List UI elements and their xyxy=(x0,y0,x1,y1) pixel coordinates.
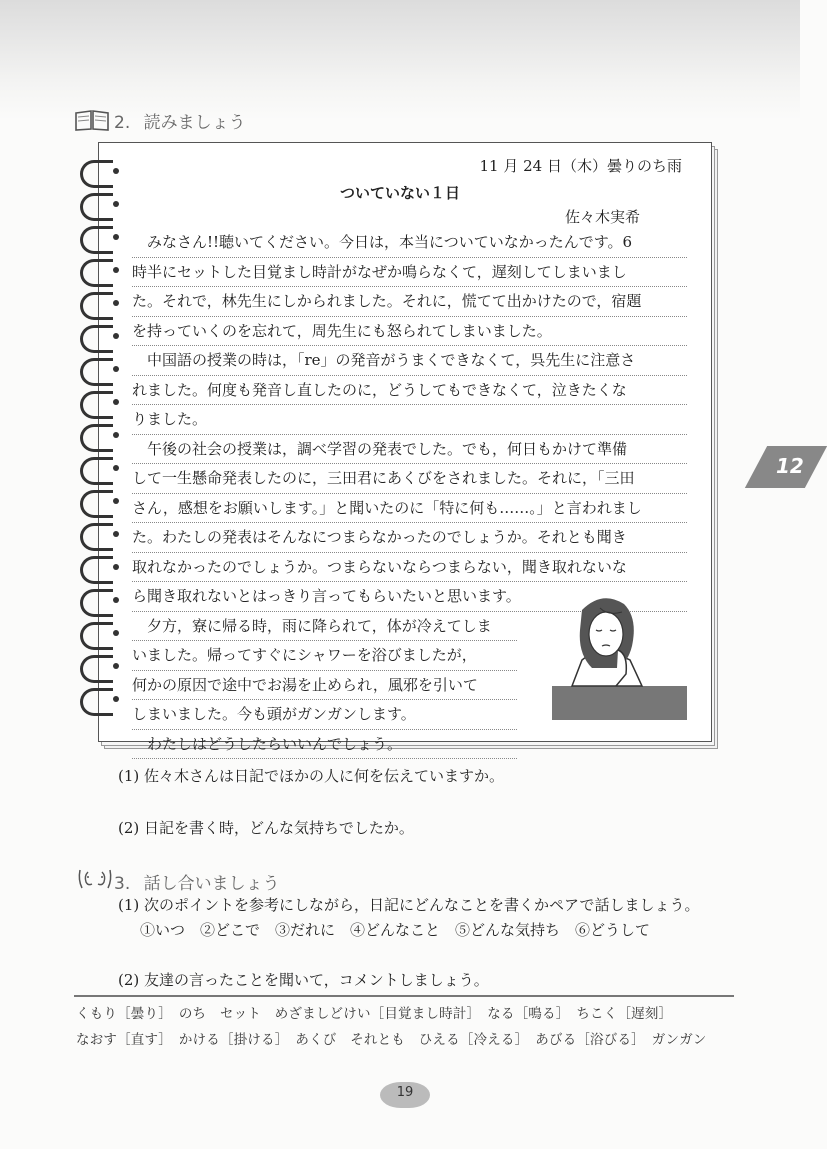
spiral-ring xyxy=(80,457,113,485)
spiral-ring xyxy=(80,424,113,452)
spiral-ring xyxy=(80,688,113,716)
question-1: (1) 佐々木さんは日記でほかの人に何を伝えていますか。 xyxy=(118,767,505,785)
diary-line: して一生懸命発表したのに，三田君にあくびをされました。それに，「三田 xyxy=(132,464,687,494)
page-top-shade xyxy=(0,0,800,120)
page-number: 19 xyxy=(396,1085,414,1100)
diary-line: た。それで，林先生にしかられました。それに，慌てて出かけたので，宿題 xyxy=(132,287,687,317)
diary-author: 佐々木実希 xyxy=(565,208,641,226)
diary-line: いました。帰ってすぐにシャワーを浴びましたが， xyxy=(132,641,517,671)
vocabulary-line: くもり［曇り］ のち セット めざましどけい［目覚まし時計］ なる［鳴る］ ちこく［遅刻］ xyxy=(76,1006,673,1022)
spiral-ring xyxy=(80,490,113,518)
spiral-ring xyxy=(80,259,113,287)
section-2-title: 読みましょう xyxy=(143,113,246,133)
spiral-ring xyxy=(80,193,113,221)
sad-girl-illustration xyxy=(552,590,687,720)
discussion-points: ①いつ ②どこで ③だれに ④どんなこと ⑤どんな気持ち ⑥どうして xyxy=(140,921,651,939)
section-3-number: 3. xyxy=(114,874,131,894)
diary-line: 夕方，寮に帰る時，雨に降られて，体が冷えてしま xyxy=(132,612,517,642)
diary-line: 中国語の授業の時は，「re」の発音がうまくできなくて，呉先生に注意さ xyxy=(132,346,687,376)
diary-line: 何かの原因で途中でお湯を止められ，風邪を引いて xyxy=(132,671,517,701)
section-2-heading xyxy=(114,108,246,133)
spiral-ring xyxy=(80,556,113,584)
vocabulary-divider xyxy=(74,995,734,997)
spiral-ring xyxy=(80,655,113,683)
diary-line: りました。 xyxy=(132,405,687,435)
diary-line: れました。何度も発音し直したのに，どうしてもできなくて，泣きたくな xyxy=(132,376,687,406)
spiral-ring xyxy=(80,589,113,617)
spiral-ring xyxy=(80,622,113,650)
section-2-number: 2. xyxy=(114,113,131,133)
vocabulary-line: なおす［直す］ かける［掛ける］ あくび それとも ひえる［冷える］ あびる［浴びる］ ガンガン xyxy=(76,1032,707,1048)
discussion-question-1: (1) 次のポイントを参考にしながら，日記にどんなことを書くかペアで話しましょう。 xyxy=(118,896,700,914)
section-3-heading xyxy=(114,869,280,894)
discussion-question-2: (2) 友達の言ったことを聞いて，コメントしましょう。 xyxy=(118,971,489,989)
spiral-ring xyxy=(80,160,113,188)
diary-line: ら聞き取れないとはっきり言ってもらいたいと思います。 xyxy=(132,582,687,612)
spiral-ring xyxy=(80,358,113,386)
diary-line: 時半にセットした目覚まし時計がなぜか鳴らなくて，遅刻してしまいまし xyxy=(132,258,687,288)
spiral-ring xyxy=(80,325,113,353)
book-icon xyxy=(74,108,110,132)
discussion-faces-icon xyxy=(76,866,114,892)
question-2: (2) 日記を書く時，どんな気持ちでしたか。 xyxy=(118,819,414,837)
section-3-title: 話し合いましょう xyxy=(143,874,280,894)
spiral-ring xyxy=(80,226,113,254)
diary-title: ついていない１日 xyxy=(340,184,461,202)
diary-line: みなさん!!聴いてください。今日は，本当についていなかったんです。6 xyxy=(132,228,687,258)
diary-line: しまいました。今も頭がガンガンします。 xyxy=(132,700,517,730)
diary-line: 取れなかったのでしょうか。つまらないならつまらない，聞き取れないな xyxy=(132,553,687,583)
diary-line: さん，感想をお願いします。」と聞いたのに「特に何も……。」と言われまし xyxy=(132,494,687,524)
spiral-ring xyxy=(80,523,113,551)
diary-line: た。わたしの発表はそんなにつまらなかったのでしょうか。それとも聞き xyxy=(132,523,687,553)
spiral-ring xyxy=(80,391,113,419)
diary-line: わたしはどうしたらいいんでしょう。 xyxy=(132,730,517,760)
diary-line: 午後の社会の授業は，調べ学習の発表でした。でも，何日もかけて準備 xyxy=(132,435,687,465)
diary-line: を持っていくのを忘れて，周先生にも怒られてしまいました。 xyxy=(132,317,687,347)
chapter-tab-number: 12 xyxy=(776,454,804,478)
spiral-ring xyxy=(80,292,113,320)
diary-date: 11 月 24 日（木）曇りのち雨 xyxy=(479,157,682,175)
